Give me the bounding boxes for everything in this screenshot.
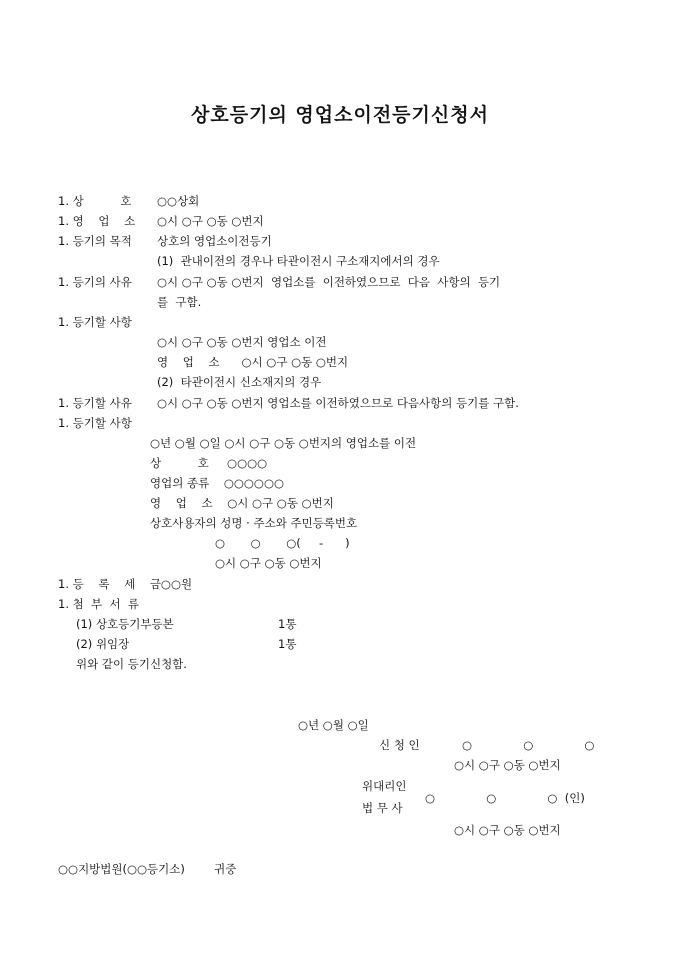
purpose-label: 1. 등기의 목적 xyxy=(58,234,132,248)
attachment-2-qty: 1통 xyxy=(278,637,297,651)
matters-2-line: 영 업 소 ○시 ○구 ○동 ○번지 xyxy=(150,496,334,510)
applicant-names: ○ ○ ○ xyxy=(462,738,595,752)
signature-date: ○년 ○월 ○일 xyxy=(298,718,369,732)
lawyer-label: 법 무 사 xyxy=(362,801,403,815)
attachments-label: 1. 첨 부 서 류 xyxy=(58,597,139,611)
purpose-value: 상호의 영업소이전등기 xyxy=(157,234,272,248)
applicant-label: 신 청 인 xyxy=(379,738,420,752)
matters-2-line: ○년 ○월 ○일 ○시 ○구 ○동 ○번지의 영업소를 이전 xyxy=(150,436,417,450)
reason-2-label: 1. 등기할 사유 xyxy=(58,396,132,410)
attachment-2-name: (2) 위임장 xyxy=(76,637,130,651)
agent-label: 위대리인 xyxy=(362,779,407,793)
matters-1-label: 1. 등기할 사항 xyxy=(58,315,132,329)
agent-address: ○시 ○구 ○동 ○번지 xyxy=(454,823,561,837)
matters-1-line: 영 업 소 ○시 ○구 ○동 ○번지 xyxy=(157,355,349,369)
case-2-heading: (2) 타관이전시 신소재지의 경우 xyxy=(157,375,322,389)
matters-2-line: 상호사용자의 성명 · 주소와 주민등록번호 xyxy=(150,516,358,530)
case-1-heading: (1) 관내이전의 경우나 타관이전시 구소재지에서의 경우 xyxy=(157,254,440,268)
sangho-value: ○○상회 xyxy=(157,194,200,208)
registration-tax: 1. 등 록 세 금○○원 xyxy=(58,577,193,591)
office-value: ○시 ○구 ○동 ○번지 xyxy=(157,214,264,228)
closing-statement: 위와 같이 등기신청함. xyxy=(76,657,187,671)
matters-2-line: ○시 ○구 ○동 ○번지 xyxy=(215,556,322,570)
reason-1-value-cont: 를 구함. xyxy=(157,295,202,309)
matters-1-line: ○시 ○구 ○동 ○번지 영업소 이전 xyxy=(157,335,327,349)
matters-2-line: 영업의 종류 ○○○○○○ xyxy=(150,476,285,490)
applicant-address: ○시 ○구 ○동 ○번지 xyxy=(454,758,561,772)
sangho-label: 1. 상 호 xyxy=(58,194,132,208)
office-label: 1. 영 업 소 xyxy=(58,214,136,228)
matters-2-label: 1. 등기할 사항 xyxy=(58,416,132,430)
reason-2-value: ○시 ○구 ○동 ○번지 영업소를 이전하였으므로 다음사항의 등기를 구함. xyxy=(157,396,519,410)
attachment-1-qty: 1통 xyxy=(278,617,297,631)
matters-2-line: 상 호 ○○○○ xyxy=(150,456,268,470)
reason-1-value: ○시 ○구 ○동 ○번지 영업소를 이전하였으므로 다음 사항의 등기 xyxy=(157,275,501,289)
agent-names: ○ ○ ○ (인) xyxy=(425,791,585,805)
court-addressee: ○○지방법원(○○등기소) 귀중 xyxy=(58,862,237,876)
matters-2-line: ○ ○ ○( - ) xyxy=(215,536,350,550)
document-title: 상호등기의 영업소이전등기신청서 xyxy=(191,104,489,126)
reason-1-label: 1. 등기의 사유 xyxy=(58,275,132,289)
attachment-1-name: (1) 상호등기부등본 xyxy=(76,617,174,631)
